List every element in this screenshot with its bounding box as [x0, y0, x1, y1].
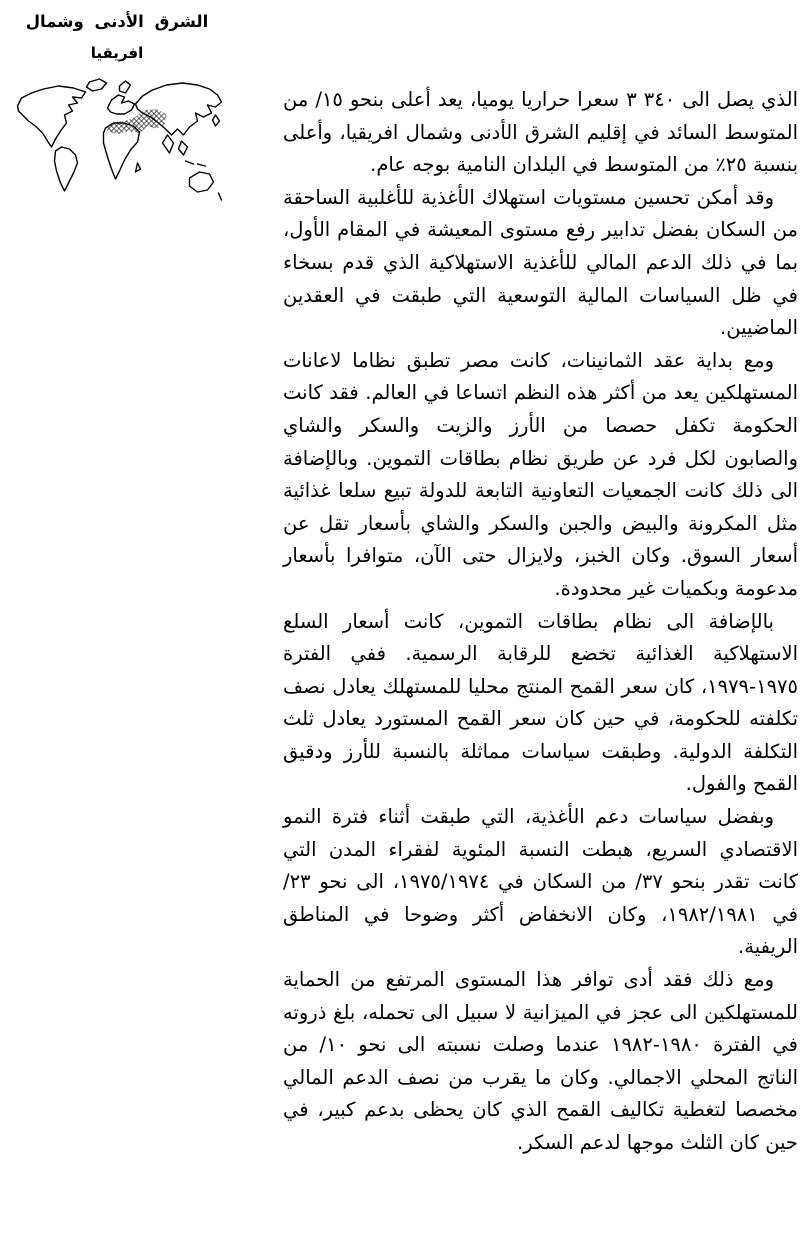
paragraph-1: الذي يصل الى ٣ ٣٤٠ سعرا حراريا يوميا، يعد أعلى بنحو ١٥/ من المتوسط السائد في إقليم الشرق الأدنى وشمال افريقيا، وأعلى بنسبة ٢٥٪ من المتوسط في البلدان النامية بوجه عام. — [283, 88, 799, 177]
island-japan — [213, 115, 220, 126]
continent-north-america — [18, 86, 86, 147]
paragraph-6: ومع ذلك فقد أدى توافر هذا المستوى المرتفع من الحماية للمستهلكين الى عجز في الميزانية لا سبيل الى تحمله، بلغ ذروته في الفترة ١٩٨٠-١٩٨٢ عندما وصلت نسبته الى نحو ١٠/ من الناتج المحلي الاجمالي. وكان ما يقرب من نصف الدعم المالي مخصصا لتغطية تكاليف القمح الذي كان يحظى بدعم كبير، في حين كان الثلث موجها لدعم السكر. — [283, 968, 798, 1154]
continent-australia — [190, 172, 214, 192]
island-new-zealand — [219, 193, 222, 200]
region-title-line1: الشرق الأدنى وشمال — [25, 12, 209, 31]
islands-indonesia — [186, 161, 206, 166]
world-map — [10, 71, 228, 213]
continent-south-america — [55, 147, 78, 191]
continent-asia — [136, 83, 222, 135]
region-southeast-asia — [179, 141, 188, 155]
world-map-svg — [10, 71, 228, 213]
island-madagascar — [136, 163, 141, 172]
region-title-line2: افريقيا — [90, 44, 144, 62]
article-body — [283, 84, 798, 1160]
island-greenland — [87, 79, 107, 91]
region-india — [163, 135, 174, 153]
region-header — [6, 12, 228, 213]
paragraph-2: وقد أمكن تحسين مستويات استهلاك الأغذية للأغلبية الساحقة من السكان بفضل تدابير رفع مستوى المعيشة في المقام الأول، بما في ذلك الدعم المالي للأغذية الاستهلاكية الذي قدم بسخاء في ظل السياسات المالية التوسعية التي طبقت في العقدين الماضيين. — [283, 185, 798, 340]
paragraph-3: ومع بداية عقد الثمانينات، كانت مصر تطبق نظاما لاعانات المستهلكين يعد من أكثر هذه النظم اتساعا في العالم. فقد كانت الحكومة تكفل حصصا من الأرز والزيت والسكر والشاي والصابون لكل فرد عن طريق نظام بطاقات التموين. وبالإضافة الى ذلك كانت الجمعيات التعاونية التابعة للدولة تبيع سلعا غذائية مثل المكرونة والبيض والجبن والسكر والشاي بأسعار تقل عن أسعار السوق. وكان الخبز، ولايزال حتى الآن، متوافرا بأسعار مدعومة وبكميات غير محدودة. — [283, 348, 798, 600]
paragraph-4: بالإضافة الى نظام بطاقات التموين، كانت أسعار السلع الاستهلاكية الغذائية تخضع للرقابة الرسمية. ففي الفترة ١٩٧٥-١٩٧٩، كان سعر القمح المنتج محليا للمستهلك يعادل نصف تكلفته للحكومة، في حين كان سعر القمح المستورد يعادل ثلث التكلفة الدولية. وطبقت سياسات مماثلة بالنسبة للأرز ودقيق القمح والفول. — [283, 609, 798, 796]
region-scandinavia — [120, 81, 131, 93]
paragraph-5: وبفضل سياسات دعم الأغذية، التي طبقت أثناء فترة النمو الاقتصادي السريع، هبطت النسبة المئوية لفقراء المدن التي كانت تقدر بنحو ٣٧/ من السكان في ١٩٧٥/١٩٧٤، الى نحو ٢٣/ في ١٩٨٢/١٩٨١، وكان الانخفاض أكثر وضوحا في المناطق الريفية. — [283, 805, 799, 959]
continent-europe — [108, 95, 135, 114]
